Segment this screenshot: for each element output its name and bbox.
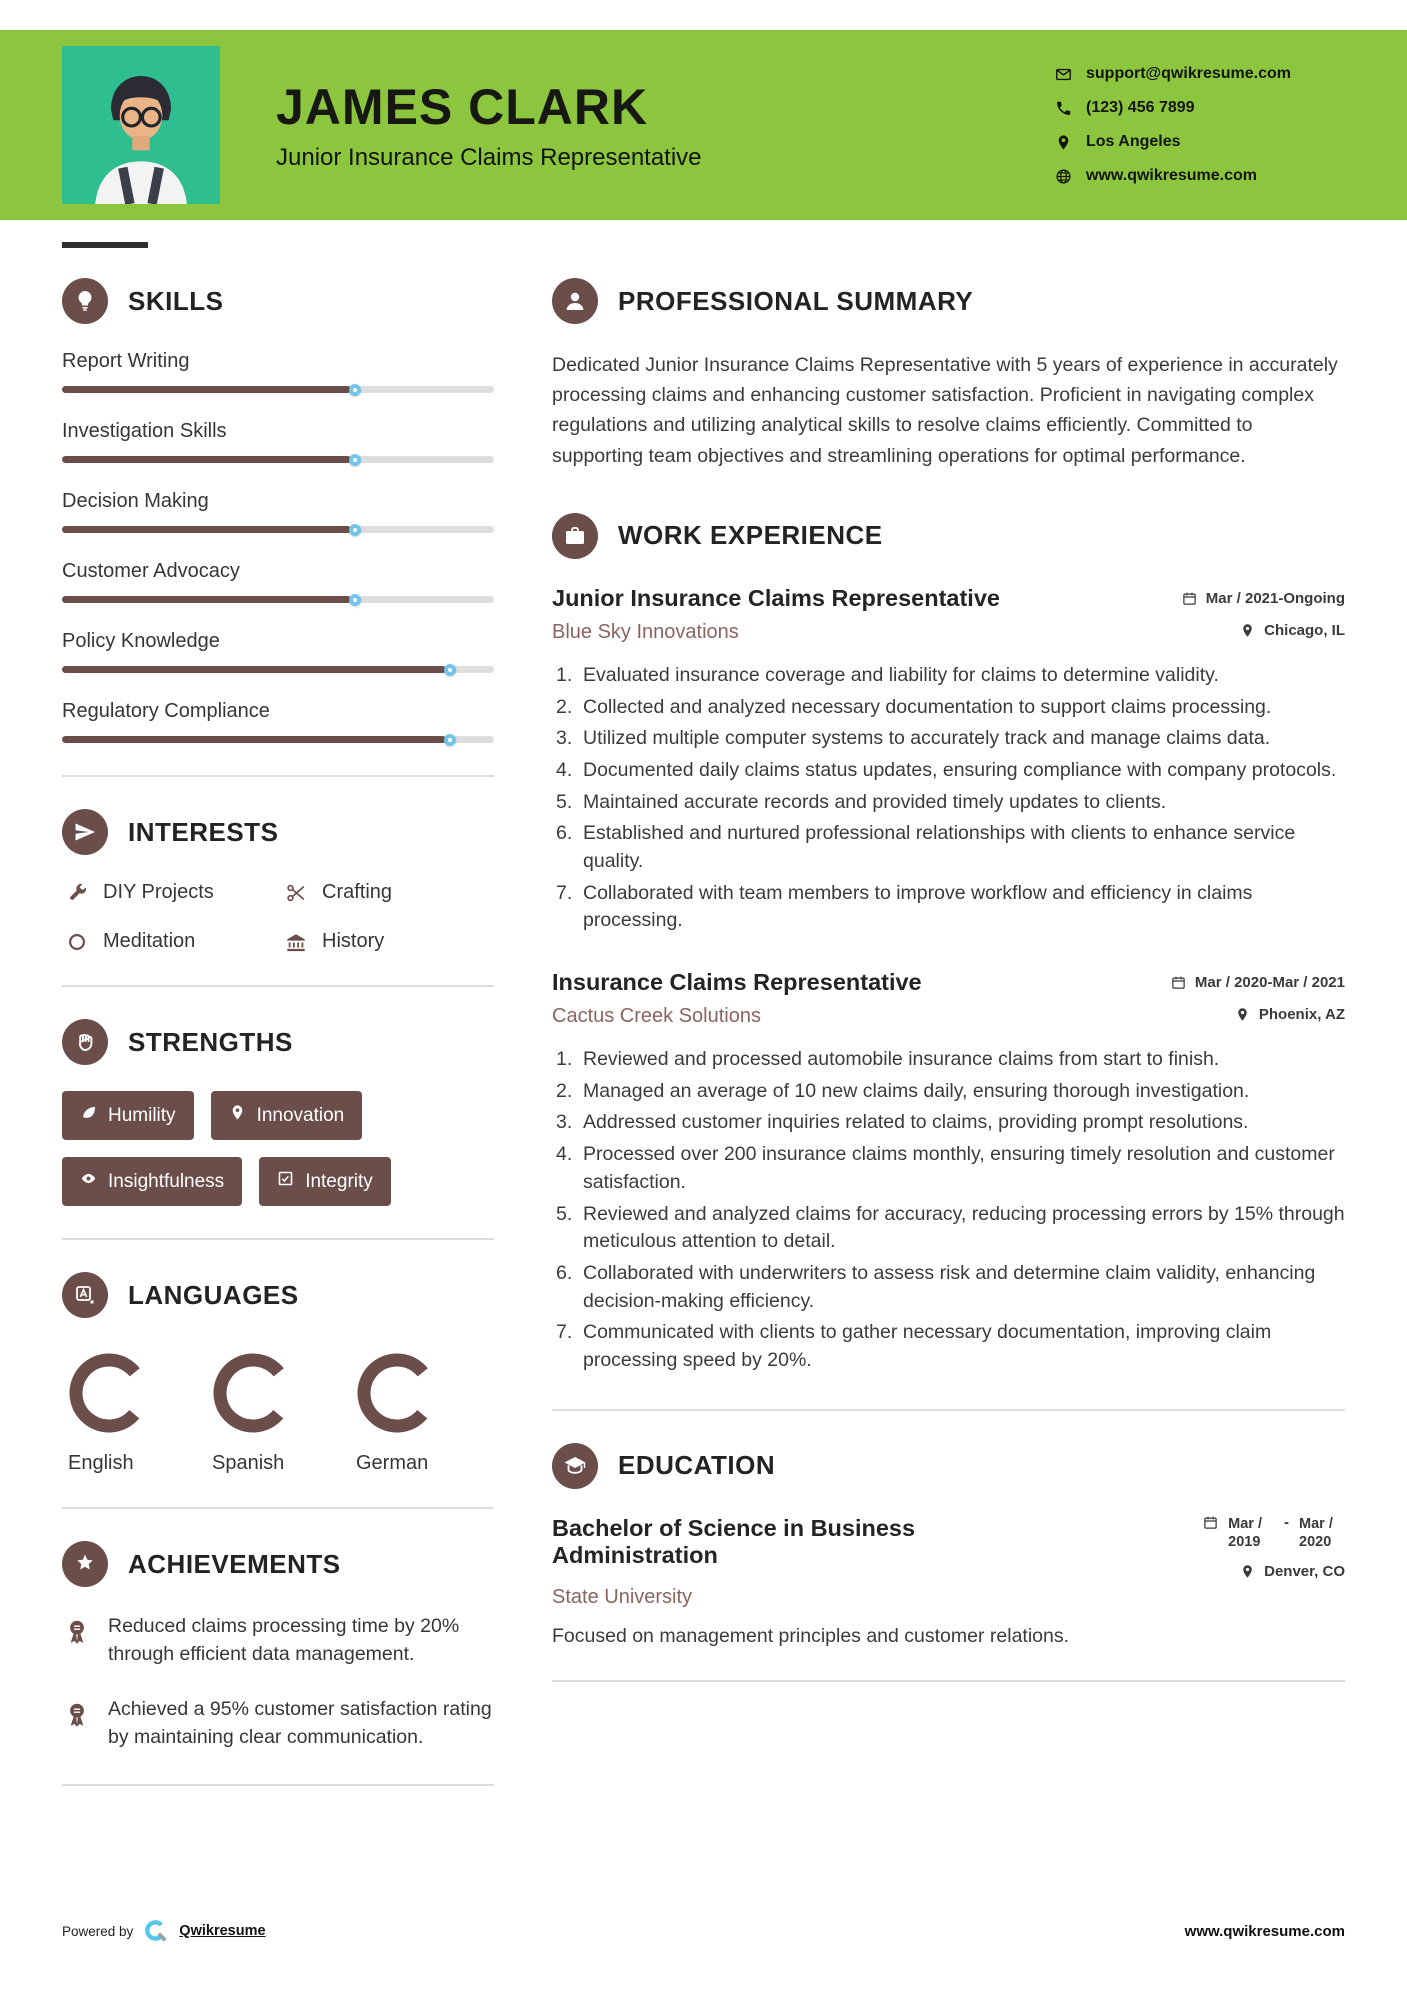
- job-bullet: Processed over 200 insurance claims monthly, ensuring timely resolution and customer satisfaction.: [583, 1143, 1335, 1193]
- leaf-icon: [80, 1104, 97, 1127]
- globe-icon: [1055, 168, 1072, 185]
- interest-label: Crafting: [322, 881, 393, 903]
- job-bullet: Collaborated with underwriters to assess risk and determine claim validity, enhancing decision-making efficiency.: [583, 1261, 1316, 1312]
- header: [0, 30, 1407, 220]
- education-dates: [1203, 1515, 1345, 1551]
- divider: [62, 1238, 494, 1240]
- interest-item: [66, 930, 275, 953]
- languages-section: [62, 1272, 494, 1475]
- candidate-name: JAMES CLARK: [276, 79, 649, 135]
- job-location: Chicago, IL: [1240, 622, 1345, 639]
- job-entry: [552, 969, 1345, 1375]
- interests-heading: INTERESTS: [128, 816, 279, 847]
- job-bullet: Managed an average of 10 new claims daily, ensuring thorough investigation.: [583, 1079, 1250, 1102]
- job-bullet: Communicated with clients to gather necessary documentation, improving claim processing speed by 20%.: [583, 1321, 1272, 1371]
- contact-email[interactable]: [1055, 65, 1345, 83]
- skill-bar: [62, 386, 494, 393]
- location-pin-icon: [1240, 1564, 1255, 1579]
- skill-label: Decision Making: [62, 490, 209, 512]
- company-name: Blue Sky Innovations: [552, 620, 739, 643]
- museum-icon: [285, 931, 307, 953]
- summary-text: Dedicated Junior Insurance Claims Representative with 5 years of experience in accurately processing claims and enhancing customer satisfaction. Proficient in navigating complex regulations and utilizing analytical skills to resolve claims efficiently. Committed to supporting team objectives and streamlining operations for optimal performance.: [552, 354, 1338, 467]
- calendar-icon: [1182, 591, 1197, 606]
- strength-label: Humility: [108, 1104, 176, 1126]
- bulb-icon: [62, 278, 108, 324]
- skill-knob: [349, 384, 361, 396]
- summary-section: [552, 278, 1345, 471]
- experience-section: [552, 513, 1345, 1375]
- job-bullet: Maintained accurate records and provided timely updates to clients.: [583, 790, 1167, 813]
- achievements-heading: ACHIEVEMENTS: [128, 1548, 341, 1579]
- contact-block: [1055, 65, 1345, 185]
- education-location: Denver, CO: [1240, 1563, 1345, 1580]
- job-bullet: Collected and analyzed necessary documentation to support claims processing.: [583, 695, 1272, 718]
- location-pin-icon: [1240, 623, 1255, 638]
- qwikresume-logo-icon: [143, 1918, 169, 1944]
- strength-label: Insightfulness: [108, 1170, 225, 1192]
- skill-label: Regulatory Compliance: [62, 700, 270, 722]
- divider: [62, 1784, 494, 1786]
- achievement-text: Achieved a 95% customer satisfaction rating by maintaining clear communication.: [108, 1698, 492, 1749]
- interest-label: History: [322, 930, 385, 952]
- strength-badge: [62, 1091, 194, 1140]
- circle-icon: [66, 931, 88, 953]
- skill-knob: [444, 664, 456, 676]
- job-bullets: [552, 662, 1345, 935]
- profile-photo: [62, 46, 220, 204]
- skill-item: [62, 560, 494, 603]
- language-gauge: [66, 1350, 152, 1436]
- scissors-icon: [285, 882, 307, 904]
- location-pin-icon: [1235, 1007, 1250, 1022]
- paper-plane-icon: [62, 809, 108, 855]
- strengths-section: [62, 1019, 494, 1206]
- skill-knob: [349, 524, 361, 536]
- language-item: [66, 1350, 152, 1475]
- achievement-item: [62, 1696, 494, 1751]
- wrench-icon: [66, 882, 88, 904]
- location-pin-icon: [1055, 134, 1072, 151]
- school-name: State University: [552, 1585, 693, 1608]
- job-bullet: Established and nurtured professional relationships with clients to enhance service quality.: [583, 822, 1296, 872]
- skill-bar: [62, 456, 494, 463]
- strength-label: Innovation: [256, 1104, 345, 1126]
- right-column: [552, 278, 1345, 1818]
- skill-item: [62, 490, 494, 533]
- education-date-end: Mar / 2020: [1299, 1515, 1333, 1550]
- skills-section: [62, 278, 494, 743]
- divider: [62, 775, 494, 777]
- skill-item: [62, 630, 494, 673]
- interest-item: [285, 930, 494, 953]
- contact-phone[interactable]: [1055, 99, 1345, 117]
- skill-bar: [62, 666, 494, 673]
- interests-section: [62, 809, 494, 953]
- education-date-start: Mar / 2019: [1228, 1515, 1262, 1550]
- education-section: [552, 1443, 1345, 1648]
- location-pin-icon: [229, 1104, 246, 1127]
- language-item: [210, 1350, 296, 1475]
- language-label: Spanish: [212, 1452, 285, 1474]
- job-entry: [552, 585, 1345, 935]
- calendar-icon: [1171, 975, 1186, 990]
- eye-icon: [80, 1170, 97, 1193]
- divider: [552, 1409, 1345, 1411]
- languages-heading: LANGUAGES: [128, 1279, 299, 1310]
- strength-badge: [62, 1157, 242, 1206]
- language-gauge: [354, 1350, 440, 1436]
- job-bullet: Evaluated insurance coverage and liability for claims to determine validity.: [583, 663, 1219, 686]
- achievement-item: [62, 1613, 494, 1668]
- strength-badge: [211, 1091, 363, 1140]
- language-gauge: [210, 1350, 296, 1436]
- skill-item: [62, 350, 494, 393]
- skill-bar: [62, 736, 494, 743]
- interest-item: [66, 881, 275, 904]
- top-margin: [0, 0, 1407, 30]
- star-icon: [62, 1541, 108, 1587]
- summary-heading: PROFESSIONAL SUMMARY: [618, 285, 974, 316]
- graduation-cap-icon: [552, 1443, 598, 1489]
- job-title: Junior Insurance Claims Representative: [552, 584, 1000, 611]
- skill-label: Policy Knowledge: [62, 630, 220, 652]
- user-icon: [552, 278, 598, 324]
- divider: [552, 1680, 1345, 1682]
- skill-item: [62, 420, 494, 463]
- language-icon: [62, 1272, 108, 1318]
- job-date: Mar / 2020-Mar / 2021: [1171, 974, 1345, 991]
- divider: [62, 1507, 494, 1509]
- envelope-icon: [1055, 66, 1072, 83]
- footer-site-url: www.qwikresume.com: [1184, 1922, 1345, 1940]
- strength-badge: [259, 1157, 391, 1206]
- degree-title: Bachelor of Science in Business Administration: [552, 1514, 916, 1568]
- job-bullets: [552, 1046, 1345, 1375]
- checkbox-icon: [277, 1170, 294, 1193]
- powered-by-label: Powered by: [62, 1923, 134, 1939]
- identity-block: [276, 78, 702, 172]
- qwikresume-link[interactable]: Qwikresume: [179, 1923, 266, 1939]
- job-bullet: Addressed customer inquiries related to claims, providing prompt resolutions.: [583, 1111, 1249, 1134]
- briefcase-icon: [552, 513, 598, 559]
- job-bullet: Utilized multiple computer systems to accurately track and manage claims data.: [583, 727, 1271, 750]
- strength-label: Integrity: [305, 1170, 373, 1192]
- contact-website[interactable]: [1055, 167, 1345, 185]
- job-bullet: Reviewed and processed automobile insurance claims from start to finish.: [583, 1048, 1220, 1071]
- strengths-heading: STRENGTHS: [128, 1026, 293, 1057]
- skill-knob: [349, 454, 361, 466]
- ribbon-icon: [62, 1615, 92, 1649]
- fist-icon: [62, 1019, 108, 1065]
- achievement-text: Reduced claims processing time by 20% through efficient data management.: [108, 1615, 460, 1665]
- skill-item: [62, 700, 494, 743]
- skill-label: Customer Advocacy: [62, 560, 240, 582]
- footer: [62, 1918, 1345, 1944]
- contact-website-text: www.qwikresume.com: [1086, 167, 1258, 184]
- contact-email-text: support@qwikresume.com: [1086, 65, 1291, 82]
- skill-bar: [62, 526, 494, 533]
- contact-phone-text: (123) 456 7899: [1086, 99, 1195, 116]
- phone-icon: [1055, 100, 1072, 117]
- job-date: Mar / 2021-Ongoing: [1182, 590, 1345, 607]
- skill-label: Investigation Skills: [62, 420, 227, 442]
- language-item: [354, 1350, 440, 1475]
- left-column: [62, 278, 494, 1818]
- divider: [62, 985, 494, 987]
- company-name: Cactus Creek Solutions: [552, 1005, 761, 1028]
- ribbon-icon: [62, 1698, 92, 1732]
- job-bullet: Collaborated with team members to improve workflow and efficiency in claims processing.: [583, 881, 1253, 932]
- language-label: German: [356, 1452, 429, 1474]
- contact-location: [1055, 133, 1345, 151]
- interest-item: [285, 881, 494, 904]
- experience-heading: WORK EXPERIENCE: [618, 520, 883, 551]
- contact-location-text: Los Angeles: [1086, 133, 1181, 150]
- content: [0, 248, 1407, 1818]
- skill-knob: [444, 734, 456, 746]
- language-label: English: [68, 1452, 134, 1474]
- skill-label: Report Writing: [62, 350, 190, 372]
- job-bullet: Documented daily claims status updates, ensuring compliance with company protocols.: [583, 758, 1337, 781]
- avatar: [62, 46, 220, 204]
- calendar-icon: [1203, 1515, 1218, 1530]
- education-date-dash: -: [1284, 1514, 1289, 1531]
- interest-label: DIY Projects: [103, 881, 214, 903]
- job-title: Insurance Claims Representative: [552, 969, 922, 996]
- skills-heading: SKILLS: [128, 285, 224, 316]
- education-heading: EDUCATION: [618, 1450, 776, 1481]
- candidate-title: Junior Insurance Claims Representative: [276, 144, 702, 171]
- achievements-section: [62, 1541, 494, 1752]
- job-bullet: Reviewed and analyzed claims for accuracy, reducing processing errors by 15% through meticulous attention to detail.: [583, 1202, 1345, 1253]
- job-location: Phoenix, AZ: [1235, 1006, 1345, 1023]
- interest-label: Meditation: [103, 930, 196, 952]
- powered-by: [62, 1918, 266, 1944]
- skill-bar: [62, 596, 494, 603]
- education-description: Focused on management principles and customer relations.: [552, 1624, 1070, 1647]
- skill-knob: [349, 594, 361, 606]
